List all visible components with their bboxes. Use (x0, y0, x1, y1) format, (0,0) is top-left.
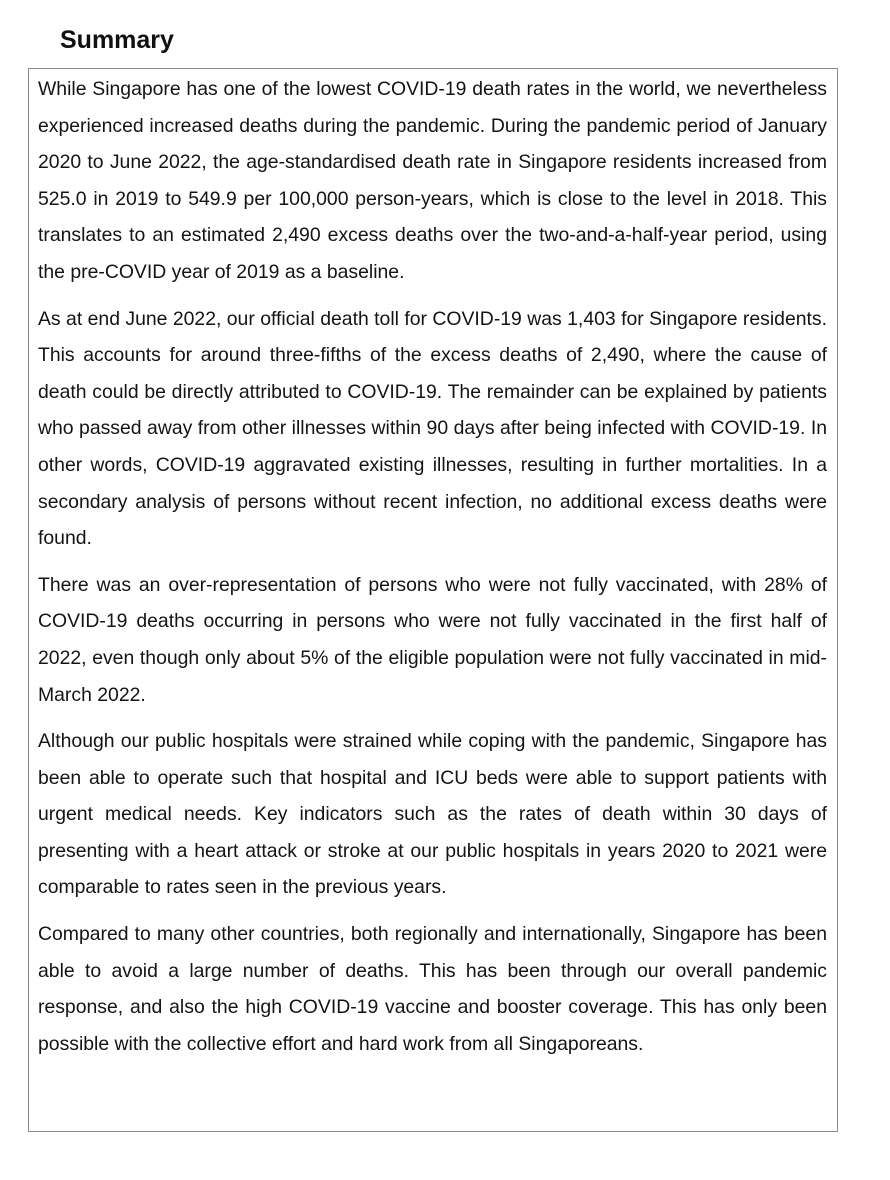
summary-box (28, 68, 838, 1132)
section-heading: Summary (60, 26, 174, 54)
summary-paragraph-3: There was an over-representation of persons who were not fully vaccinated, with 28% of COVID-19 deaths occurring in persons who were not fully vaccinated in the first half of 2022, even though only about 5% of the eligible population were not fully vaccinated in mid-March 2022. (38, 573, 827, 706)
summary-paragraph-1: While Singapore has one of the lowest COVID-19 death rates in the world, we nevertheless experienced increased deaths during the pandemic. During the pandemic period of January 2020 to June 2022, the age-standardised death rate in Singapore residents increased from 525.0 in 2019 to 549.9 per 100,000 person-years, which is close to the level in 2018. This translates to an estimated 2,490 excess deaths over the two-and-a-half-year period, using the pre-COVID year of 2019 as a baseline. (38, 78, 827, 283)
summary-paragraph-4: Although our public hospitals were strained while coping with the pandemic, Singapore has been able to operate such that hospital and ICU beds were able to support patients with urgent medical needs. Key indicators such as the rates of death within 30 days of presenting with a heart attack or stroke at our public hospitals in years 2020 to 2021 were comparable to rates seen in the previous years. (38, 730, 827, 899)
summary-paragraph-2: As at end June 2022, our official death toll for COVID-19 was 1,403 for Singapore residents. This accounts for around three-fifths of the excess deaths of 2,490, where the cause of death could be directly attributed to COVID-19. The remainder can be explained by patients who passed away from other illnesses within 90 days after being infected with COVID-19. In other words, COVID-19 aggravated existing illnesses, resulting in further mortalities. In a secondary analysis of persons without recent infection, no additional excess deaths were found. (38, 307, 827, 550)
summary-paragraph-5: Compared to many other countries, both regionally and internationally, Singapore has been able to avoid a large number of deaths. This has been through our overall pandemic response, and also the high COVID-19 vaccine and booster coverage. This has only been possible with the collective effort and hard work from all Singaporeans. (38, 923, 827, 1055)
